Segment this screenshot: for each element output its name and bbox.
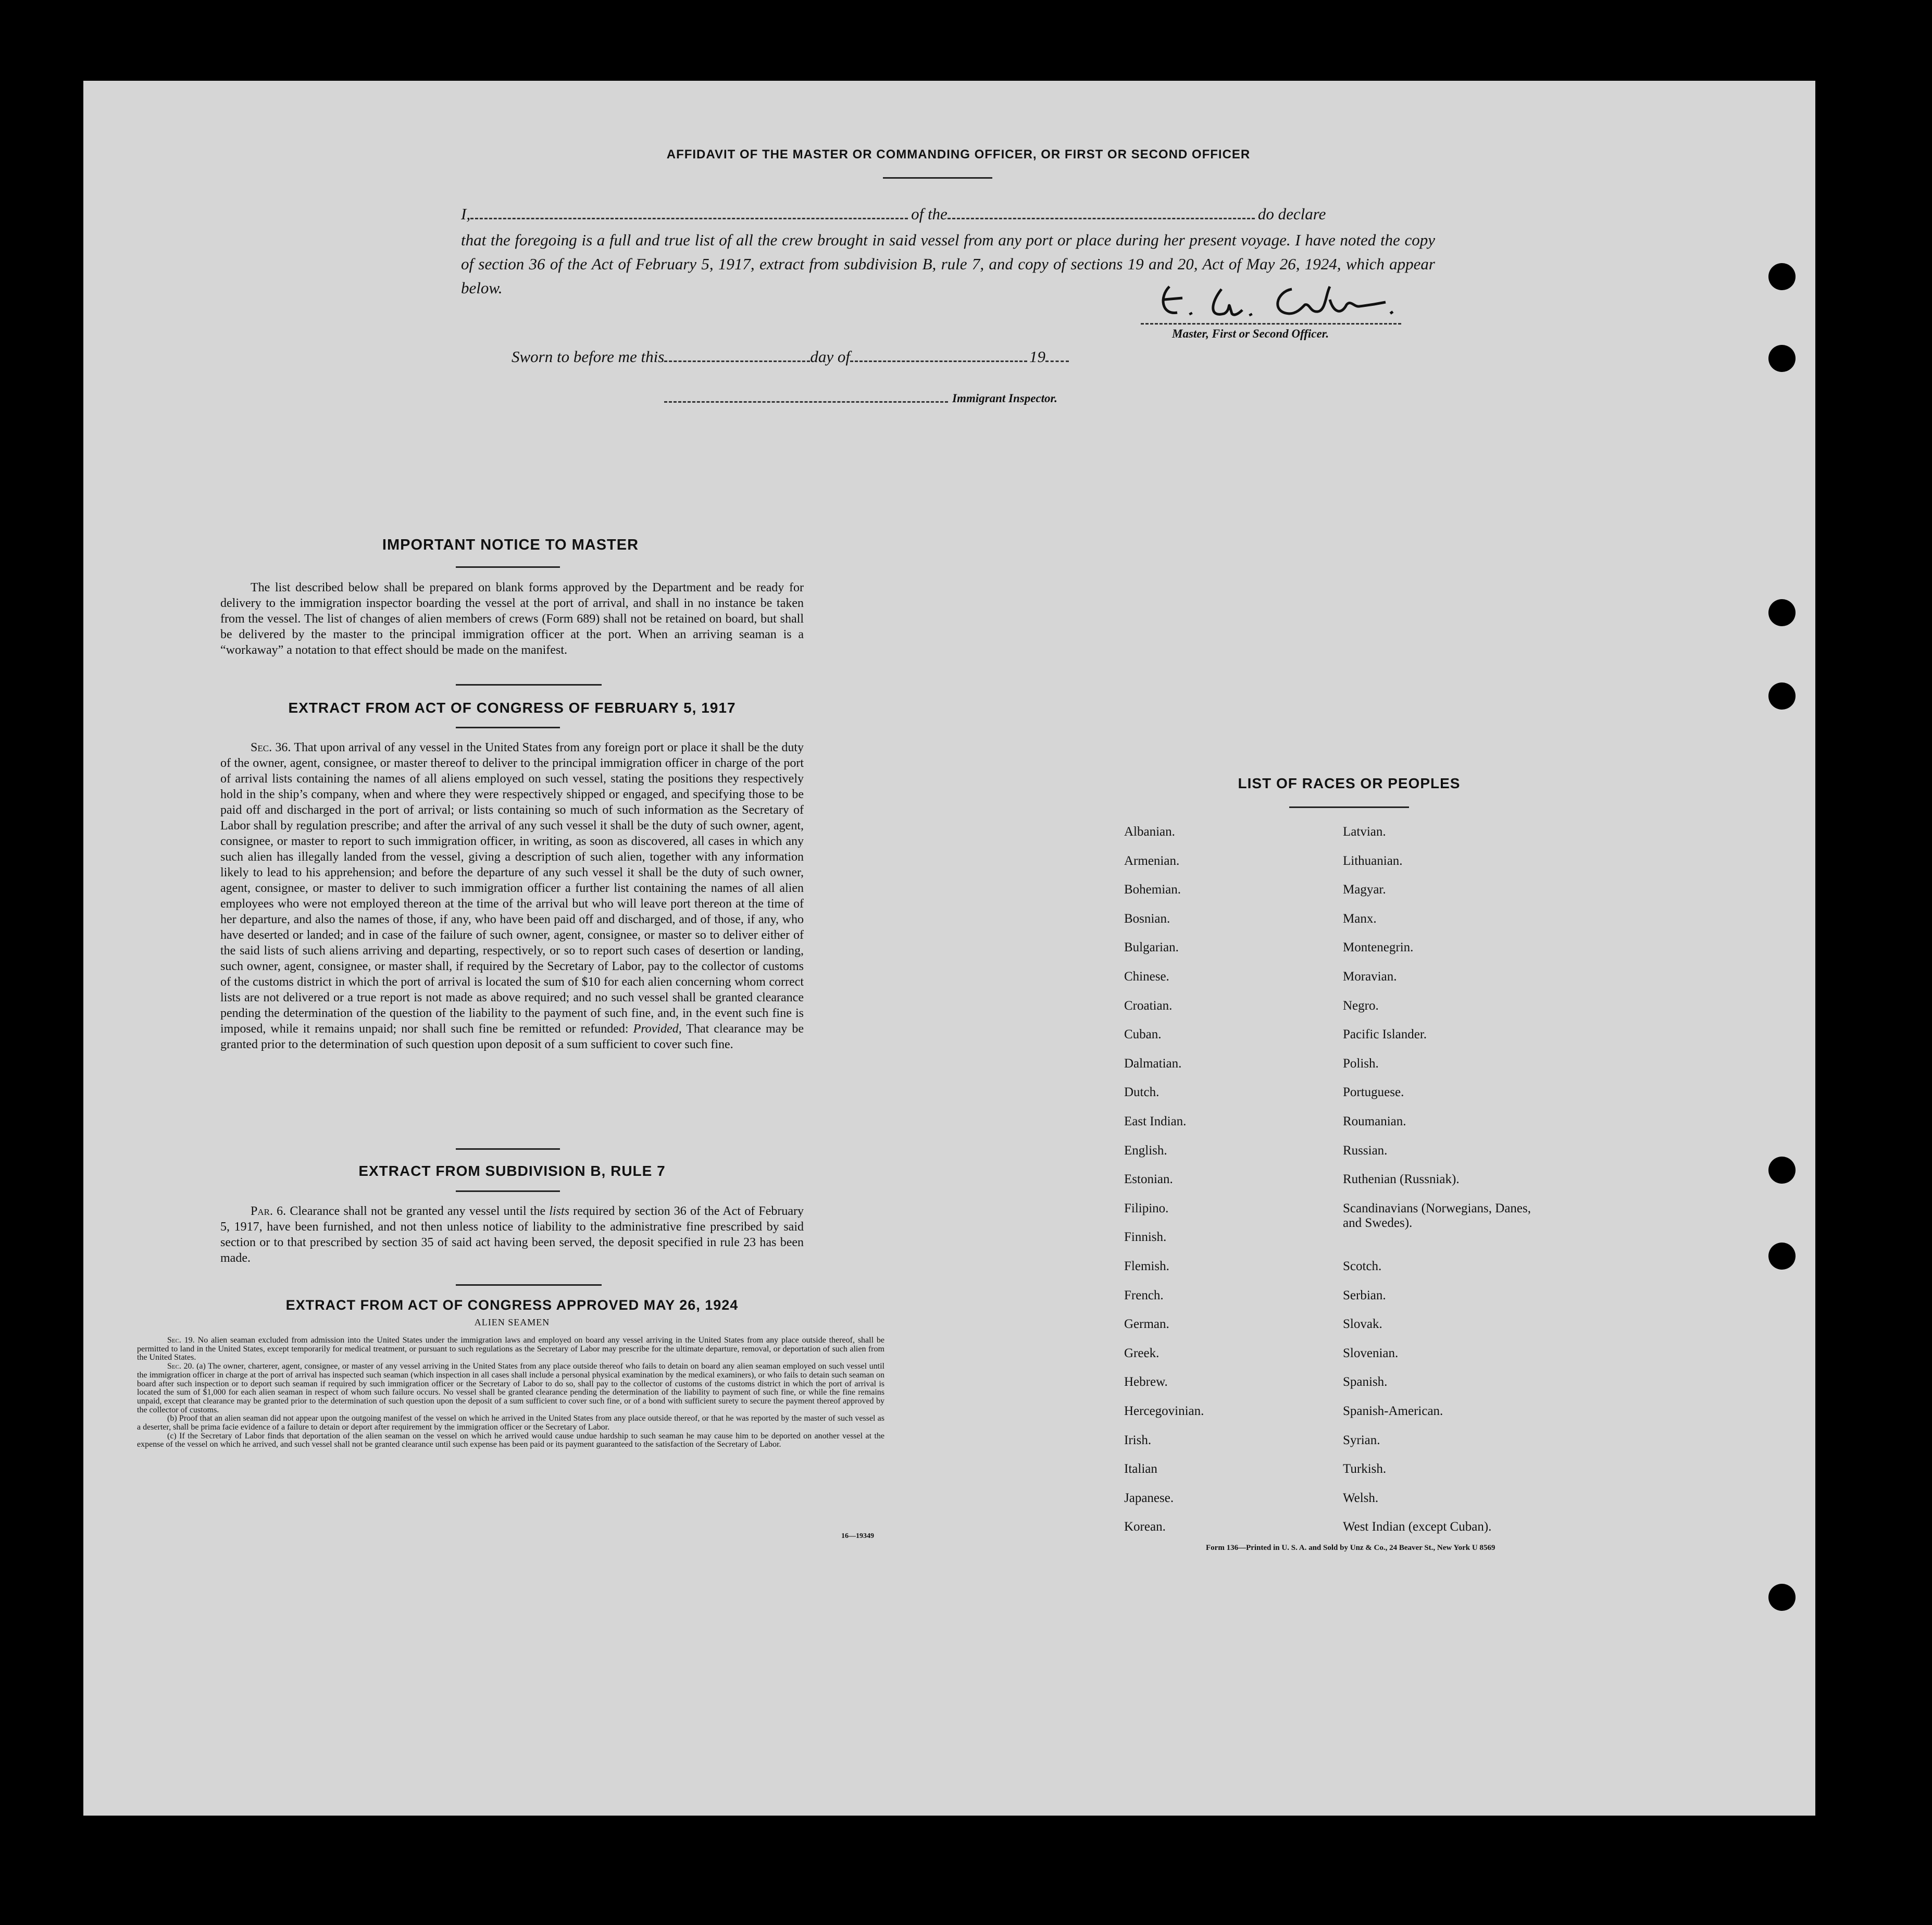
race-item: Turkish. [1343, 1462, 1387, 1476]
declare-of: of the [911, 205, 948, 223]
race-item: Hebrew. [1124, 1375, 1168, 1389]
race-item: Cuban. [1124, 1027, 1162, 1042]
race-item: Slovak. [1343, 1317, 1382, 1332]
race-item: Armenian. [1124, 853, 1180, 868]
par-6-text: Clearance shall not be granted any vessel until the [290, 1204, 546, 1218]
binder-hole [1768, 1584, 1796, 1611]
race-item: Chinese. [1124, 970, 1169, 984]
notice-title: IMPORTANT NOTICE TO MASTER [382, 537, 639, 553]
form-footer: Form 136—Printed in U. S. A. and Sold by Unz & Co., 24 Beaver St., New York U 8569 [1206, 1544, 1495, 1552]
race-item: Bulgarian. [1124, 940, 1179, 955]
race-item: Korean. [1124, 1520, 1166, 1534]
race-item: Dutch. [1124, 1085, 1160, 1100]
par-6-label: Par. 6. [251, 1204, 286, 1218]
race-item: Negro. [1343, 998, 1379, 1013]
affidavit-body: that the foregoing is a full and true list of all the crew brought in said vessel from any port or place during her present voyage. I have noted the copy of section 36 of the Act of February 5, 1917, extract from subdivision B, rule 7, and copy of sections 19 and 20, Act of May 26, 1924, which appear below. [461, 231, 1435, 297]
sec-20-label: Sec. 20. [167, 1362, 194, 1371]
race-item: Manx. [1343, 911, 1377, 926]
extract-1924-subtitle: ALIEN SEAMEN [474, 1317, 550, 1327]
extract-rule7-text [220, 1203, 804, 1266]
race-item: East Indian. [1124, 1114, 1187, 1128]
vessel-blank[interactable] [948, 204, 1255, 219]
extract-1924-text [137, 1336, 884, 1449]
declare-prefix: I, [461, 205, 471, 223]
race-item: Japanese. [1124, 1491, 1174, 1505]
provided-word: Provided, [633, 1022, 682, 1036]
race-item: Spanish. [1343, 1375, 1388, 1389]
binder-hole [1768, 682, 1796, 710]
race-item: Ruthenian (Russniak). [1343, 1172, 1460, 1187]
race-item: Scandinavians (Norwegians, Danes, and Swedes). [1343, 1201, 1531, 1230]
sworn-line [512, 345, 1189, 369]
race-item: Filipino. [1124, 1201, 1169, 1215]
race-item: Portuguese. [1343, 1085, 1404, 1100]
sec-36-text: That upon arrival of any vessel in the United States from any foreign port or place it shall be the duty of the owner, agent, consignee, or master thereof to deliver to the principal immigration officer in charge of the port of arrival lists containing the names of all aliens employed on such vessel, stating the positions they respectively hold in the ship’s company, when and where they were respectively shipped or engaged, and specifying those to be paid off and discharged in the port of arrival; or lists containing so much of such information as the Secretary of Labor shall by regulation prescribe; and after the arrival of any such vessel it shall be the duty of such owner, agent, consignee, or master to report to such immigration officer, in writing, as soon as discovered, all cases in which any such alien has illegally landed from the vessel, giving a description of such alien, together with any information likely to lead to his apprehension; and before the departure of any such vessel it shall be the duty of such owner, agent, consignee, or master to deliver to such immigration officer a further list containing the names of all alien employees who were not employed thereon at the time of the arrival but who will leave port thereon at the time of her departure, and also the names of those, if any, who have been paid off and discharged, and of those, if any, who have deserted or landed; and in case of the failure of such owner, agent, consignee, or master so to deliver either of the said lists of such aliens arriving and departing, respectively, or so to report such cases of desertion or landing, such owner, agent, consignee, or master shall, if required by the Secretary of Labor, pay to the collector of customs of the customs district in which the port of arrival is located the sum of $10 for each alien concerning whom correct lists are not delivered or a true report is not made as above required; and no such vessel shall be granted clearance pending the determination of the question of the liability to the payment of such fine, and, in the event such fine is imposed, while it remains unpaid; nor shall such fine be remitted or refunded: [220, 741, 804, 1036]
name-blank[interactable] [470, 204, 908, 219]
binder-hole [1768, 1243, 1796, 1270]
binder-hole [1768, 345, 1796, 372]
race-item: Spanish-American. [1343, 1404, 1443, 1418]
sec-20a-text: (a) The owner, charterer, agent, consignee, or master of any vessel arriving in the United States from any place outside thereof who fails to detain on board any alien seaman employed on such vessel until the immigration officer in charge at the port of arrival has inspected such seaman (which inspection in all cases shall include a personal physical examination by the medical examiners), or who fails to detain such seaman on board after such inspection or to deport such seaman if required by such immigration officer or the Secretary of Labor to do so, shall pay to the collector of customs of the customs district in which the port of arrival is located the sum of $1,000 for each alien seaman in respect of whom such failure occurs. No vessel shall be granted clearance pending the determination of the liability to payment of such fine, or while the fine remains unpaid, except that clearance may be granted prior to the determination of such question upon the deposit of a sum sufficient to cover such fine, or of a bond with sufficient surety to secure the payment thereof approved by the collector of customs. [137, 1362, 884, 1414]
race-item: Russian. [1343, 1143, 1388, 1158]
race-item: Italian [1124, 1462, 1157, 1476]
race-item: French. [1124, 1288, 1164, 1302]
binder-hole [1768, 599, 1796, 626]
race-item: West Indian (except Cuban). [1343, 1520, 1492, 1534]
race-item: Albanian. [1124, 825, 1175, 839]
sworn-day: day of [810, 347, 850, 366]
extract-1917-text [220, 740, 804, 1052]
extract-rule7-title: EXTRACT FROM SUBDIVISION B, RULE 7 [358, 1163, 666, 1179]
extract-1917-rule [456, 727, 560, 728]
extract-rule7-divider [456, 1284, 602, 1286]
extract-rule7-rule [456, 1190, 560, 1192]
race-item: Bosnian. [1124, 911, 1170, 926]
affidavit-title: AFFIDAVIT OF THE MASTER OR COMMANDING OFFICER, OR FIRST OR SECOND OFFICER [666, 147, 1251, 162]
form-code: 16—19349 [841, 1532, 874, 1540]
race-item: Dalmatian. [1124, 1056, 1182, 1071]
race-item: Greek. [1124, 1346, 1160, 1360]
affidavit-rule [883, 177, 992, 179]
affidavit-declaration [461, 202, 1435, 226]
race-item: Finnish. [1124, 1230, 1167, 1245]
race-item: Bohemian. [1124, 883, 1181, 897]
race-item: Serbian. [1343, 1288, 1386, 1302]
race-item: Scotch. [1343, 1259, 1382, 1273]
signature [1154, 276, 1404, 323]
sec-36-text-end: That clearance may be granted prior to the determination of such question upon deposit of a sum sufficient to cover such fine. [220, 1022, 804, 1051]
inspector-caption: Immigrant Inspector. [952, 392, 1057, 405]
races-rule [1289, 806, 1409, 808]
race-item: Latvian. [1343, 825, 1386, 839]
binder-hole [1768, 1157, 1796, 1184]
sec-20c-text: (c) If the Secretary of Labor finds that deportation of the alien seaman on the vessel on which he arrived would cause undue hardship to such seaman he may cause him to be deported on another vessel at the expense of the vessel on which he arrived, and such vessel shall not be granted clearance until such expense has been paid or its payment guaranteed to the satisfaction of the Secretary of Labor. [137, 1431, 884, 1449]
race-item: Pacific Islander. [1343, 1027, 1427, 1042]
race-item: Hercegovinian. [1124, 1404, 1204, 1418]
race-item: Flemish. [1124, 1259, 1169, 1273]
binder-hole [1768, 263, 1796, 290]
extract-1917-divider [456, 1148, 560, 1150]
extract-1924-title: EXTRACT FROM ACT OF CONGRESS APPROVED MAY 26, 1924 [285, 1297, 739, 1313]
sworn-year-blank[interactable] [1045, 347, 1069, 362]
par-6-text-end: required by section 36 of the Act of February 5, 1917, have been furnished, and not then unless notice of liability to the administrative fine prescribed by said section or to that prescribed by section 35 of said act having been served, the deposit specified in rule 23 has been made. [220, 1204, 804, 1265]
signature-line[interactable] [1141, 323, 1401, 325]
sworn-month-blank[interactable] [850, 347, 1027, 362]
sec-20b-text: (b) Proof that an alien seaman did not appear upon the outgoing manifest of the vessel on which he arrived in the United States from any place outside thereof, or that he was reported by the master of such vessel as a deserter, shall be prima facie evidence of a failure to detain or deport after requirement by the immigration officer or the Secretary of Labor. [137, 1414, 884, 1432]
race-item: Irish. [1124, 1433, 1152, 1447]
declare-suffix: do declare [1257, 205, 1326, 223]
extract-1917-title: EXTRACT FROM ACT OF CONGRESS OF FEBRUARY 5, 1917 [288, 700, 736, 716]
notice-rule [456, 566, 560, 568]
race-item: Moravian. [1343, 970, 1397, 984]
race-item: Montenegrin. [1343, 940, 1414, 955]
race-item: English. [1124, 1143, 1167, 1158]
race-item: Estonian. [1124, 1172, 1173, 1187]
inspector-signature-line[interactable] [664, 401, 948, 403]
race-item: Croatian. [1124, 998, 1173, 1013]
race-item: Polish. [1343, 1056, 1379, 1071]
race-item: German. [1124, 1317, 1169, 1332]
notice-divider [456, 684, 602, 686]
race-item: Lithuanian. [1343, 853, 1403, 868]
sec-19-text: No alien seaman excluded from admission into the United States under the immigration laws and employed on board any vessel arriving in the United States from any place outside thereof, shall be permitted to land in the United States, except temporarily for medical treatment, or pursuant to such regulations as the Secretary of Labor may prescribe for the ultimate departure, removal, or deportation of such alien from the United States. [137, 1336, 884, 1362]
sec-36-label: Sec. 36. [251, 741, 291, 754]
signature-caption: Master, First or Second Officer. [1172, 327, 1329, 340]
race-item: Welsh. [1343, 1491, 1379, 1505]
races-title: LIST OF RACES OR PEOPLES [1238, 775, 1461, 791]
race-item: Slovenian. [1343, 1346, 1399, 1360]
sec-19-label: Sec. 19. [167, 1336, 195, 1345]
race-item: Magyar. [1343, 883, 1386, 897]
sworn-date-blank[interactable] [664, 347, 810, 362]
race-item: Roumanian. [1343, 1114, 1406, 1128]
lists-word: lists [549, 1204, 570, 1218]
race-item: Syrian. [1343, 1433, 1380, 1447]
sworn-prefix: Sworn to before me this [512, 347, 665, 366]
sworn-year: 19 [1029, 347, 1045, 366]
notice-paragraph: The list described below shall be prepared on blank forms approved by the Department and be ready for delivery to the immigration inspector boarding the vessel at the port of arrival, and shall in no instance be taken from the vessel. The list of changes of alien members of crews (Form 689) shall not be retained on board, but shall be delivered by the master to the principal immigration officer at the port. When an arriving seaman is a “workaway” a notation to that effect should be made on the manifest. [220, 581, 804, 657]
notice-text [220, 580, 804, 658]
